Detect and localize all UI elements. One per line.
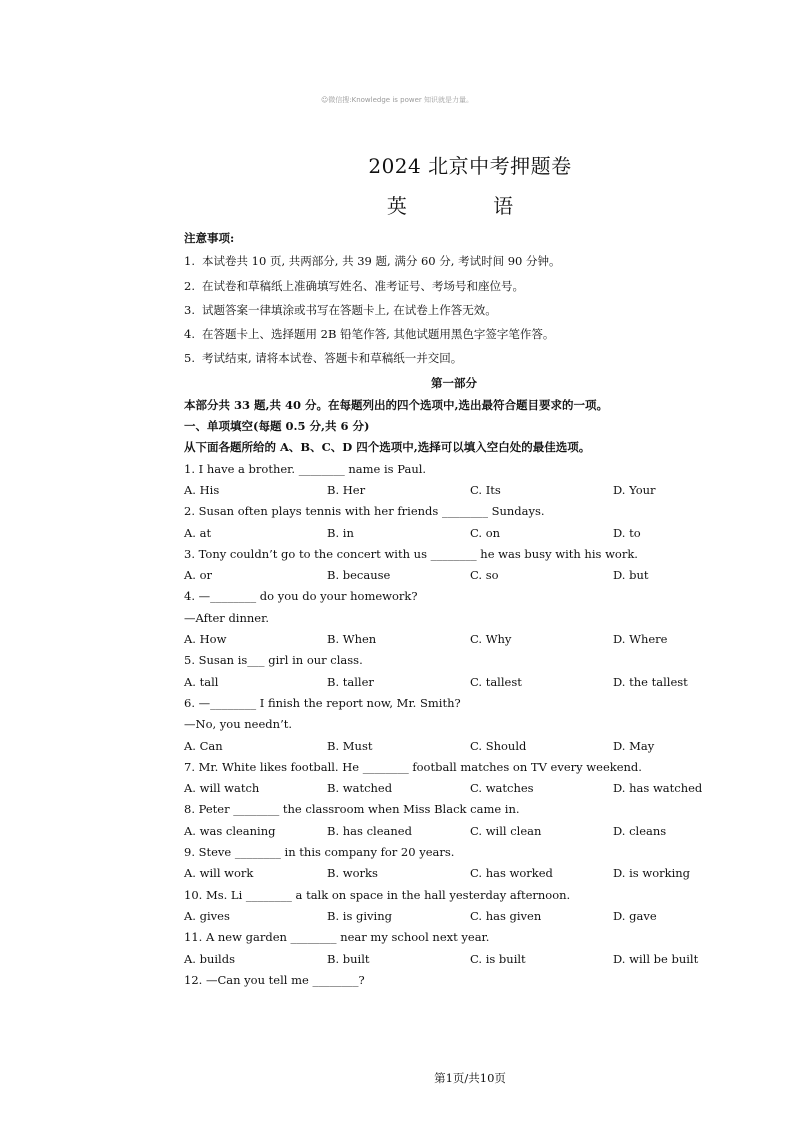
notice-text: 考试结束, 请将本试卷、答题卡和草稿纸一并交回。 [202, 351, 463, 366]
question-item [184, 586, 724, 650]
answer-option: B. has cleaned [327, 823, 412, 838]
section-heading: 一、单项填空(每题 0.5 分,共 6 分) [184, 419, 370, 434]
answer-option: A. tall [184, 674, 219, 689]
answer-option: D. has watched [613, 781, 703, 796]
answer-option: C. has given [470, 908, 542, 923]
question-stem: 7. Mr. White likes football. He ________ football matches on TV every weekend. [184, 759, 642, 774]
answer-option: D. gave [613, 908, 657, 923]
answer-option: B. Her [327, 482, 366, 497]
notice-number: 2. [184, 278, 195, 293]
option-row [184, 949, 724, 970]
notice-text: 本试卷共 10 页, 共两部分, 共 39 题, 满分 60 分, 考试时间 90 分钟。 [202, 254, 561, 269]
option-row [184, 672, 724, 693]
notice-text: 在试卷和草稿纸上准确填写姓名、准考证号、考场号和座位号。 [202, 278, 524, 293]
answer-option: B. is giving [327, 908, 392, 923]
question-stem: 8. Peter ________ the classroom when Miss Black came in. [184, 802, 520, 817]
answer-option: C. watches [470, 781, 534, 796]
answer-option: B. in [327, 525, 354, 540]
answer-option: B. works [327, 866, 378, 881]
option-row [184, 821, 724, 842]
answer-option: A. will watch [184, 781, 260, 796]
answer-option: C. Why [470, 632, 512, 647]
question-item [184, 927, 724, 970]
exam-title: 2024 北京中考押题卷 [368, 154, 572, 178]
question-item [184, 970, 724, 991]
answer-option: C. Should [470, 738, 527, 753]
question-list [184, 459, 724, 991]
answer-option: B. Must [327, 738, 373, 753]
notice-heading: 注意事项: [184, 231, 235, 245]
question-item [184, 650, 724, 693]
section-instruction: 从下面各题所给的 A、B、C、D 四个选项中,选择可以填入空白处的最佳选项。 [184, 440, 591, 455]
question-response: —No, you needn’t. [184, 717, 292, 732]
notice-item [184, 322, 724, 346]
question-stem: 6. —________ I finish the report now, Mr. Smith? [184, 695, 461, 710]
answer-option: C. will clean [470, 823, 542, 838]
notice-number: 3. [184, 302, 195, 317]
answer-option: D. cleans [613, 823, 667, 838]
answer-option: B. watched [327, 781, 393, 796]
question-item [184, 544, 724, 587]
answer-option: C. has worked [470, 866, 553, 881]
notice-number: 1. [184, 254, 195, 269]
answer-option: A. gives [184, 908, 230, 923]
answer-option: A. was cleaning [184, 823, 276, 838]
question-item [184, 757, 724, 800]
notice-number: 5. [184, 351, 195, 366]
question-stem: 9. Steve ________ in this company for 20 years. [184, 845, 455, 860]
exam-content [184, 228, 724, 991]
answer-option: D. Where [613, 632, 668, 647]
question-stem: 2. Susan often plays tennis with her friends ________ Sundays. [184, 504, 545, 519]
exam-subject: 英 语 [386, 194, 554, 218]
notice-item [184, 346, 724, 370]
answer-option: D. May [613, 738, 655, 753]
option-row [184, 863, 724, 884]
answer-option: A. Can [184, 738, 223, 753]
question-item [184, 885, 724, 928]
answer-option: D. to [613, 525, 641, 540]
notice-item [184, 274, 724, 298]
answer-option: C. so [470, 568, 499, 583]
question-stem: 5. Susan is___ girl in our class. [184, 653, 363, 668]
question-stem: 1. I have a brother. ________ name is Paul. [184, 461, 427, 476]
answer-option: B. taller [327, 674, 374, 689]
answer-option: B. When [327, 632, 377, 647]
question-stem: 11. A new garden ________ near my school next year. [184, 930, 490, 945]
notice-text: 在答题卡上、选择题用 2B 铅笔作答, 其他试题用黑色字签字笔作答。 [202, 327, 555, 342]
question-item [184, 842, 724, 885]
part-intro: 本部分共 33 题,共 40 分。在每题列出的四个选项中,选出最符合题目要求的一项。 [184, 397, 609, 412]
option-row [184, 565, 724, 586]
answer-option: D. will be built [613, 951, 699, 966]
notice-list [184, 249, 724, 370]
question-stem: 10. Ms. Li ________ a talk on space in the hall yesterday afternoon. [184, 887, 571, 902]
option-row [184, 523, 724, 544]
answer-option: B. built [327, 951, 370, 966]
answer-option: A. will work [184, 866, 254, 881]
question-item [184, 693, 724, 757]
question-item [184, 459, 724, 502]
answer-option: C. on [470, 525, 501, 540]
answer-option: D. but [613, 568, 649, 583]
answer-option: C. Its [470, 482, 501, 497]
answer-option: A. or [184, 568, 213, 583]
part-title: 第一部分 [431, 375, 477, 390]
question-item [184, 501, 724, 544]
question-stem: 3. Tony couldn’t go to the concert with us ________ he was busy with his work. [184, 546, 638, 561]
option-row [184, 480, 724, 501]
notice-item [184, 249, 724, 273]
answer-option: D. is working [613, 866, 691, 881]
answer-option: C. tallest [470, 674, 522, 689]
option-row [184, 629, 724, 650]
answer-option: C. is built [470, 951, 526, 966]
answer-option: D. Your [613, 482, 656, 497]
answer-option: A. How [184, 632, 227, 647]
answer-option: A. builds [184, 951, 236, 966]
question-stem: 4. —________ do you do your homework? [184, 589, 418, 604]
notice-item [184, 298, 724, 322]
option-row [184, 906, 724, 927]
answer-option: A. His [184, 482, 220, 497]
answer-option: A. at [184, 525, 212, 540]
answer-option: B. because [327, 568, 391, 583]
question-response: —After dinner. [184, 610, 269, 625]
question-item [184, 799, 724, 842]
page-footer: 第1页/共10页 [434, 1071, 506, 1085]
notice-text: 试题答案一律填涂或书写在答题卡上, 在试卷上作答无效。 [202, 302, 497, 317]
option-row [184, 778, 724, 799]
notice-number: 4. [184, 327, 195, 342]
watermark: ☺微信搜:Knowledge is power 知识就是力量。 [320, 96, 474, 104]
option-row [184, 736, 724, 757]
question-stem: 12. —Can you tell me ________? [184, 972, 365, 987]
answer-option: D. the tallest [613, 674, 688, 689]
